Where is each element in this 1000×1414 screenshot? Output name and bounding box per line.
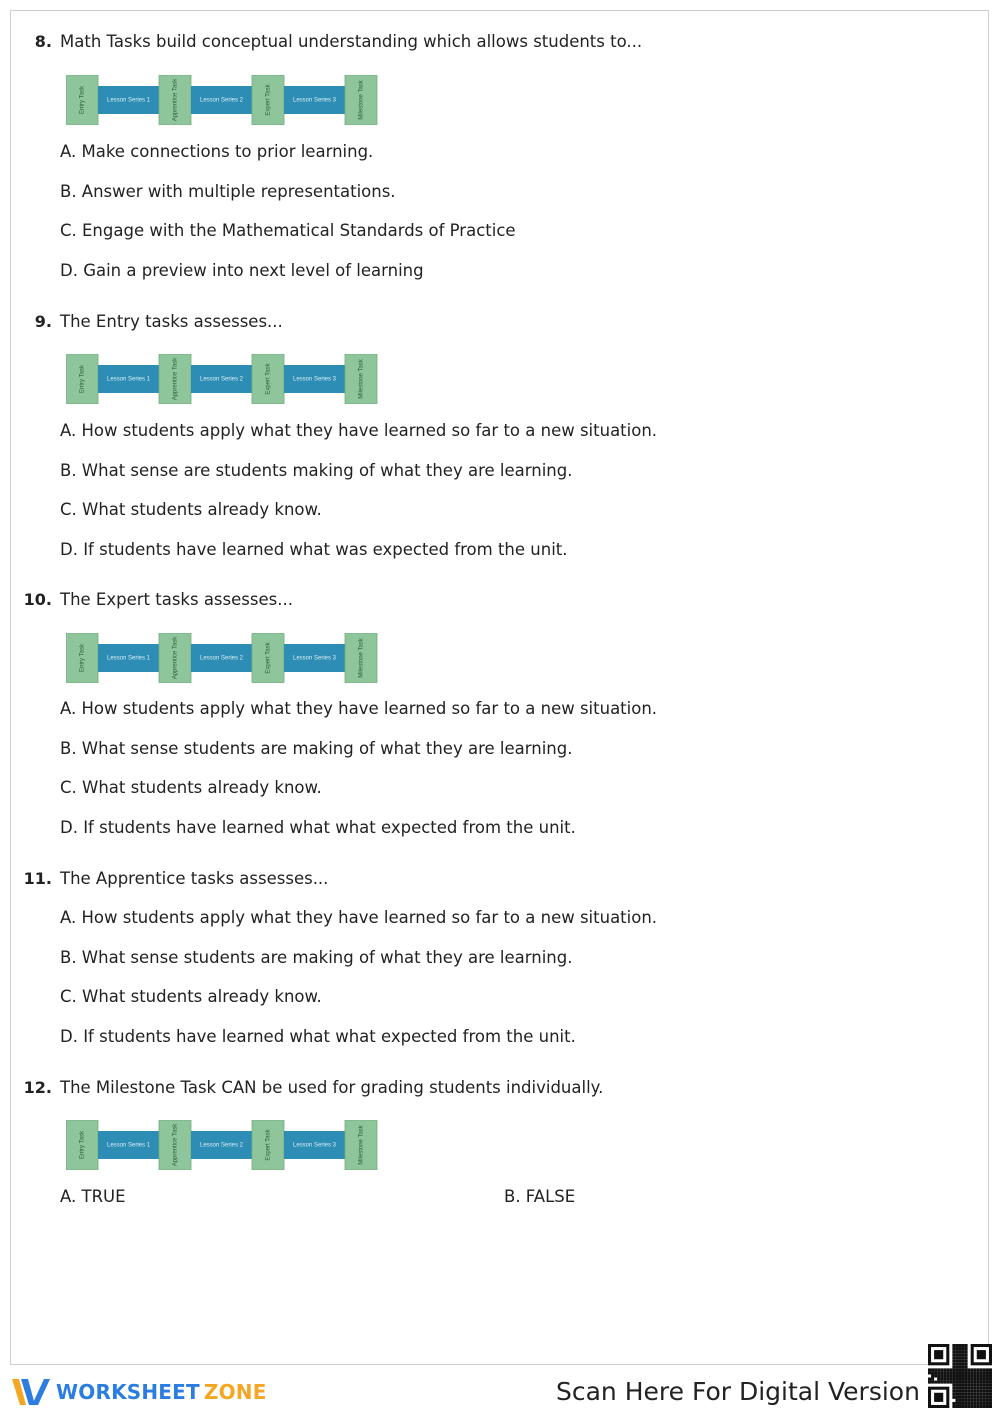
timeline-stage-label: Lesson Series 2: [199, 655, 244, 662]
timeline-stage-label: Lesson Series 2: [199, 1142, 244, 1149]
timeline-stage-label: Entry Task: [79, 1131, 86, 1159]
timeline-stage-label: Lesson Series 3: [292, 97, 337, 104]
question-text: The Entry tasks assesses...: [60, 312, 283, 331]
timeline-stage-label: Milestone Task: [358, 638, 365, 678]
timeline-stage-label: Milestone Task: [358, 359, 365, 399]
task-timeline-diagram: [66, 354, 378, 404]
question-number: 12.: [23, 1078, 52, 1097]
timeline-lesson-bar: [284, 365, 345, 393]
timeline-stage-label: Apprentice Task: [172, 357, 179, 401]
task-timeline-diagram: [66, 633, 378, 683]
timeline-stage-label: Entry Task: [79, 86, 86, 114]
timeline-lesson-bar: [284, 86, 345, 114]
timeline-lesson-bar: [191, 365, 252, 393]
timeline-stage-label: Lesson Series 3: [292, 655, 337, 662]
answer-option[interactable]: D. If students have learned what what expected from the unit.: [60, 818, 576, 837]
timeline-stage-label: Expert Task: [265, 363, 272, 395]
question-number: 11.: [23, 869, 52, 888]
answer-option[interactable]: B. What sense students are making of what they are learning.: [60, 739, 573, 758]
timeline-task-box: [252, 75, 284, 125]
answer-option[interactable]: A. TRUE: [60, 1187, 126, 1206]
question-number: 9.: [34, 312, 52, 331]
timeline-lesson-bar: [284, 644, 345, 672]
timeline-stage-label: Entry Task: [79, 644, 86, 672]
answer-option[interactable]: C. What students already know.: [60, 778, 322, 797]
timeline-lesson-bar: [98, 644, 159, 672]
timeline-task-box: [66, 75, 98, 125]
logo-text-zone: ZONE: [203, 1380, 267, 1404]
answer-option[interactable]: C. What students already know.: [60, 500, 322, 519]
answer-option[interactable]: D. If students have learned what what expected from the unit.: [60, 1027, 576, 1046]
timeline-task-box: [66, 633, 98, 683]
question-text: The Apprentice tasks assesses...: [60, 869, 329, 888]
question-number: 10.: [23, 590, 52, 609]
answer-option[interactable]: D. Gain a preview into next level of learning: [60, 261, 424, 280]
timeline-stage-label: Lesson Series 3: [292, 1142, 337, 1149]
timeline-stage-label: Apprentice Task: [172, 1123, 179, 1167]
timeline-task-box: [66, 354, 98, 404]
timeline-stage-label: Lesson Series 2: [199, 97, 244, 104]
question-text: The Expert tasks assesses...: [60, 590, 293, 609]
timeline-stage-label: Apprentice Task: [172, 78, 179, 122]
answer-option[interactable]: C. Engage with the Mathematical Standards of Practice: [60, 221, 516, 240]
timeline-lesson-bar: [191, 1131, 252, 1159]
timeline-stage-label: Expert Task: [265, 84, 272, 116]
timeline-task-box: [159, 75, 191, 125]
timeline-stage-label: Milestone Task: [358, 80, 365, 120]
answer-option[interactable]: D. If students have learned what was expected from the unit.: [60, 540, 568, 559]
answer-option[interactable]: C. What students already know.: [60, 987, 322, 1006]
timeline-stage-label: Milestone Task: [358, 1125, 365, 1165]
timeline-stage-label: Entry Task: [79, 365, 86, 393]
answer-option[interactable]: B. FALSE: [504, 1187, 576, 1206]
timeline-task-box: [252, 354, 284, 404]
question-text: The Milestone Task CAN be used for grading students individually.: [60, 1078, 604, 1097]
timeline-lesson-bar: [98, 1131, 159, 1159]
timeline-task-box: [159, 354, 191, 404]
timeline-stage-label: Lesson Series 2: [199, 376, 244, 383]
answer-option[interactable]: A. How students apply what they have learned so far to a new situation.: [60, 421, 658, 440]
answer-option[interactable]: B. What sense students are making of what they are learning.: [60, 948, 573, 967]
timeline-lesson-bar: [191, 644, 252, 672]
answer-option[interactable]: A. How students apply what they have learned so far to a new situation.: [60, 908, 658, 927]
timeline-task-box: [66, 1120, 98, 1170]
timeline-stage-label: Lesson Series 1: [106, 1142, 151, 1149]
timeline-stage-label: Apprentice Task: [172, 636, 179, 680]
question-text: Math Tasks build conceptual understanding which allows students to...: [60, 32, 643, 51]
task-timeline-diagram: [66, 75, 378, 125]
timeline-stage-label: Lesson Series 1: [106, 97, 151, 104]
timeline-stage-label: Expert Task: [265, 1129, 272, 1161]
timeline-task-box: [345, 354, 377, 404]
worksheetzone-logo[interactable]: [10, 1374, 267, 1410]
answer-option[interactable]: B. What sense are students making of what they are learning.: [60, 461, 573, 480]
timeline-lesson-bar: [284, 1131, 345, 1159]
timeline-task-box: [252, 633, 284, 683]
timeline-task-box: [345, 75, 377, 125]
task-timeline-diagram: [66, 1120, 378, 1170]
scan-label: Scan Here For Digital Version: [556, 1377, 920, 1406]
timeline-lesson-bar: [98, 86, 159, 114]
timeline-task-box: [252, 1120, 284, 1170]
logo-w-icon: [10, 1375, 54, 1409]
timeline-stage-label: Lesson Series 1: [106, 655, 151, 662]
timeline-lesson-bar: [98, 365, 159, 393]
answer-option[interactable]: B. Answer with multiple representations.: [60, 182, 396, 201]
timeline-task-box: [345, 633, 377, 683]
answer-option[interactable]: A. Make connections to prior learning.: [60, 142, 374, 161]
timeline-lesson-bar: [191, 86, 252, 114]
logo-text-worksheet: WORKSHEET: [56, 1380, 200, 1404]
timeline-stage-label: Lesson Series 3: [292, 376, 337, 383]
answer-option[interactable]: A. How students apply what they have learned so far to a new situation.: [60, 699, 658, 718]
timeline-stage-label: Lesson Series 1: [106, 376, 151, 383]
question-number: 8.: [34, 32, 52, 51]
timeline-stage-label: Expert Task: [265, 642, 272, 674]
timeline-task-box: [159, 1120, 191, 1170]
timeline-task-box: [159, 633, 191, 683]
qr-code-icon[interactable]: [928, 1344, 992, 1408]
timeline-task-box: [345, 1120, 377, 1170]
